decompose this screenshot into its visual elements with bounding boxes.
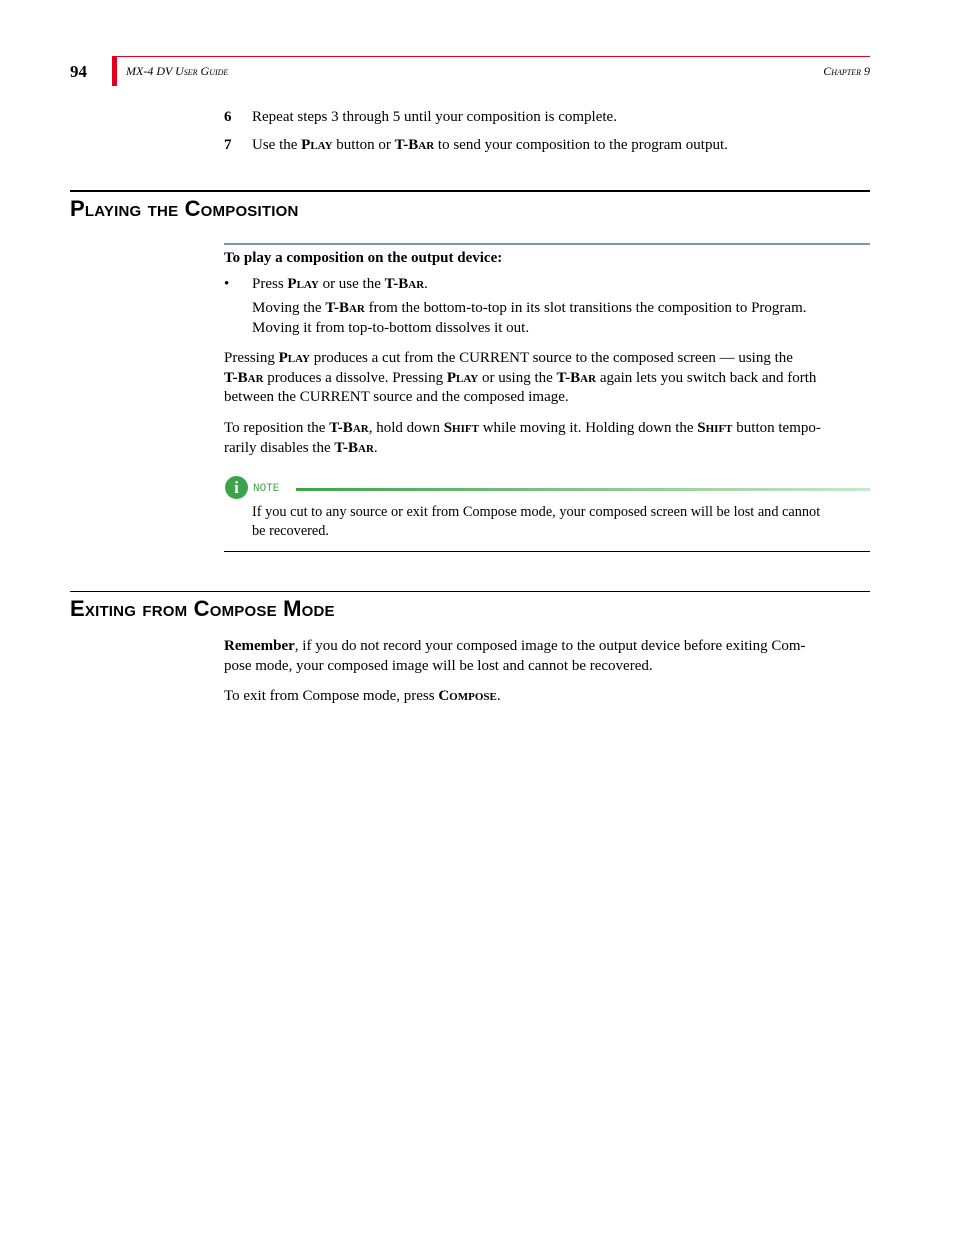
text: or use the: [322, 276, 381, 292]
play-key: Play: [287, 276, 319, 292]
text: .: [424, 276, 428, 292]
header-red-bar: [112, 56, 117, 86]
tbar-key: T-Bar: [394, 137, 435, 153]
play-key: Play: [446, 369, 479, 386]
bullet-detail: [252, 299, 870, 338]
section-heading-exiting: Exiting from Compose Mode: [70, 596, 335, 621]
note-bottom-rule: [224, 551, 870, 552]
text: .: [373, 439, 378, 456]
info-icon: i: [225, 476, 248, 499]
running-header-chapter: Chapter 9: [823, 64, 870, 78]
compose-key: Compose: [438, 688, 497, 704]
text: while moving it. Holding down the: [482, 420, 694, 436]
text: Pressing: [224, 350, 275, 366]
text: To exit from Compose mode, press: [224, 688, 435, 704]
paragraph-reposition: [224, 419, 870, 458]
text: button tempo-: [736, 420, 821, 436]
header-red-rule: [117, 56, 870, 57]
text: rarily disables the: [224, 439, 331, 456]
step-number: 7: [224, 137, 232, 153]
text: Moving the: [252, 300, 322, 316]
procedure-rule: [224, 243, 870, 245]
paragraph-pressing-play: [224, 349, 870, 408]
section-rule: [70, 190, 870, 192]
shift-key: Shift: [443, 420, 479, 436]
text: If you cut to any source or exit from Compose mode, your composed screen will be lost and cannot: [252, 504, 821, 520]
section-rule: [70, 591, 870, 592]
shift-key: Shift: [697, 420, 733, 436]
tbar-key: T-Bar: [384, 276, 425, 292]
tbar-key: T-Bar: [334, 439, 374, 456]
text: Moving it from top-to-bottom dissolves it out.: [252, 319, 530, 336]
tbar-key: T-Bar: [329, 420, 369, 436]
tbar-key: T-Bar: [325, 300, 365, 316]
step-text: Use the: [252, 137, 298, 153]
bullet-item: [252, 275, 870, 295]
emphasis: Remember: [224, 638, 295, 654]
tbar-key: T-Bar: [556, 369, 597, 386]
text: To reposition the: [224, 420, 326, 436]
text: between the CURRENT source and the composed image.: [224, 389, 569, 405]
text: , hold down: [368, 420, 440, 436]
running-header-title: MX-4 DV User Guide: [126, 64, 229, 78]
text: produces a dissolve. Pressing: [267, 369, 444, 386]
step-text: Repeat steps 3 through 5 until your composition is complete.: [252, 109, 617, 125]
text: produces a cut from the CURRENT source to the composed screen — using the: [313, 350, 793, 366]
procedure-title: To play a composition on the output device:: [224, 250, 503, 266]
step-number: 6: [224, 109, 232, 125]
text: pose mode, your composed image will be lost and cannot be recovered.: [224, 657, 653, 674]
text: Press: [252, 276, 284, 292]
step-text: button or: [336, 137, 391, 153]
text: from the bottom-to-top in its slot transitions the composition to Program.: [368, 300, 807, 316]
note-rule: [296, 488, 870, 491]
note-text: [252, 503, 870, 540]
tbar-key: T-Bar: [224, 369, 264, 386]
text: .: [496, 688, 501, 704]
play-key: Play: [301, 137, 333, 153]
note-label: NOTE: [253, 483, 280, 495]
text: be recovered.: [252, 522, 329, 539]
step-6: [224, 109, 617, 126]
paragraph-remember: [224, 637, 870, 676]
paragraph-exit: [224, 687, 870, 707]
bullet-marker: •: [224, 276, 230, 292]
text: again lets you switch back and forth: [599, 369, 817, 386]
text: or using the: [481, 369, 553, 386]
play-key: Play: [278, 350, 310, 366]
page-number: 94: [70, 62, 87, 81]
section-heading-playing: Playing the Composition: [70, 196, 299, 221]
step-text: to send your composition to the program output.: [437, 137, 728, 153]
text: , if you do not record your composed image to the output device before exiting Com-: [294, 638, 806, 654]
step-7: [224, 137, 728, 154]
